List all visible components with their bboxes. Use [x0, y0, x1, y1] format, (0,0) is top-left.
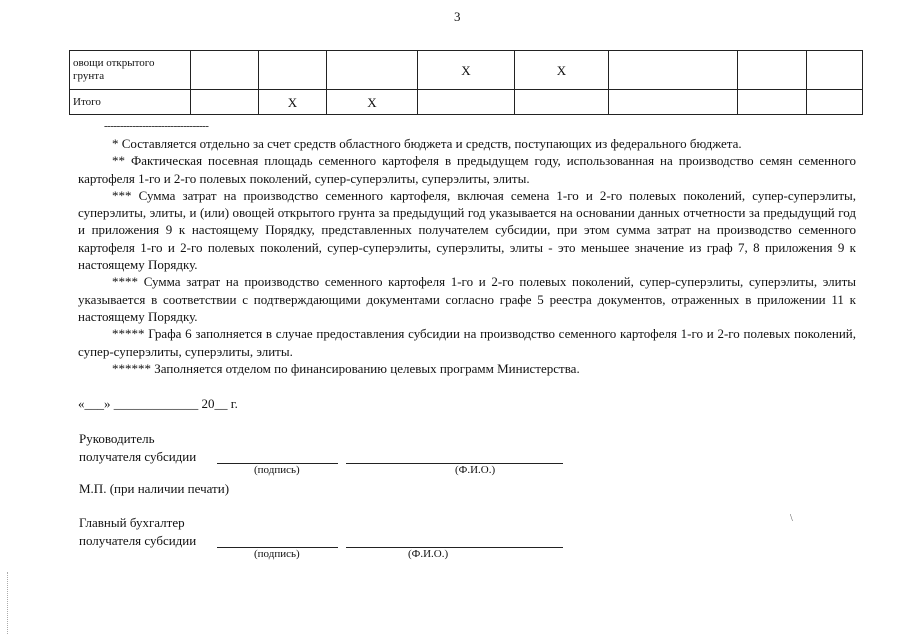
table-row	[70, 51, 863, 90]
table-cell	[191, 90, 259, 115]
accountant-name-hint: (Ф.И.О.)	[408, 548, 449, 560]
table-cell: Х	[515, 51, 609, 90]
table-cell	[807, 51, 863, 90]
table-cell: Х	[418, 51, 515, 90]
footnote: *** Сумма затрат на производство семенного картофеля, включая семена 1-го и 2-го полевых поколений, супер-суперэлиты, суперэлиты, элиты, и (или) овощей открытого грунта за предыдущий год указывается на основании данных отчетности за предыдущий год и приложения 9 к настоящему Порядку, представленных получателем субсидии, при этом сумма затрат на производство семенного картофеля 1-го и 2-го полевых поколений, супер-суперэлиты, суперэлиты, элиты - это меньшее значение из граф 7, 8 приложения 9 к настоящему Порядку.	[78, 187, 856, 273]
table-cell	[738, 51, 807, 90]
table-cell	[515, 90, 609, 115]
table-cell	[738, 90, 807, 115]
date-line: «___» _____________ 20__ г.	[78, 396, 238, 411]
footnote: ****** Заполняется отделом по финансированию целевых программ Министерства.	[112, 360, 580, 376]
footnote-separator: ---------------------------------	[104, 120, 209, 132]
footnote: * Составляется отдельно за счет средств областного бюджета и средств, поступающих из федерального бюджета.	[112, 136, 742, 151]
footnote: ***** Графа 6 заполняется в случае предоставления субсидии на производство семенного картофеля 1-го и 2-го полевых поколений, супер-суперэлиты, суперэлиты, элиты.	[78, 326, 856, 359]
manager-name-hint: (Ф.И.О.)	[455, 464, 496, 476]
scan-edge-mark	[7, 572, 8, 634]
accountant-title: Главный бухгалтер	[79, 515, 185, 530]
table-cell	[807, 90, 863, 115]
table-cell	[609, 51, 738, 90]
table-row	[70, 90, 863, 115]
page-number: 3	[454, 9, 461, 24]
table-cell: Х	[259, 90, 327, 115]
manager-title: Руководитель	[79, 431, 155, 446]
table-cell	[327, 51, 418, 90]
footnote: **** Сумма затрат на производство семенного картофеля 1-го и 2-го полевых поколений, супер-суперэлиты, суперэлиты, элиты указывается в соответствии с подтверждающими документами согласно графе 5 реестра документов, отраженных в приложении 11 к настоящему Порядку.	[78, 274, 856, 324]
manager-signature-hint: (подпись)	[254, 464, 300, 476]
stray-mark: \	[790, 513, 793, 524]
table-cell	[191, 51, 259, 90]
manager-line-label: получателя субсидии	[79, 449, 197, 464]
seal-note: М.П. (при наличии печати)	[79, 481, 230, 496]
table-cell	[418, 90, 515, 115]
table-cell	[259, 51, 327, 90]
accountant-name-line	[346, 547, 563, 548]
footnote: ** Фактическая посевная площадь семенного картофеля в предыдущем году, использованная на производство семян семенного картофеля 1-го и 2-го полевых поколений, супер-суперэлиты, суперэлиты, элиты.	[78, 153, 856, 186]
subsidy-table	[69, 50, 863, 115]
accountant-line-label: получателя субсидии	[79, 533, 197, 548]
table-cell	[609, 90, 738, 115]
row-label: овощи открытого грунта	[70, 51, 191, 90]
accountant-signature-hint: (подпись)	[254, 548, 300, 560]
footnotes	[78, 135, 856, 377]
row-label: Итого	[70, 90, 191, 115]
table-cell: Х	[327, 90, 418, 115]
